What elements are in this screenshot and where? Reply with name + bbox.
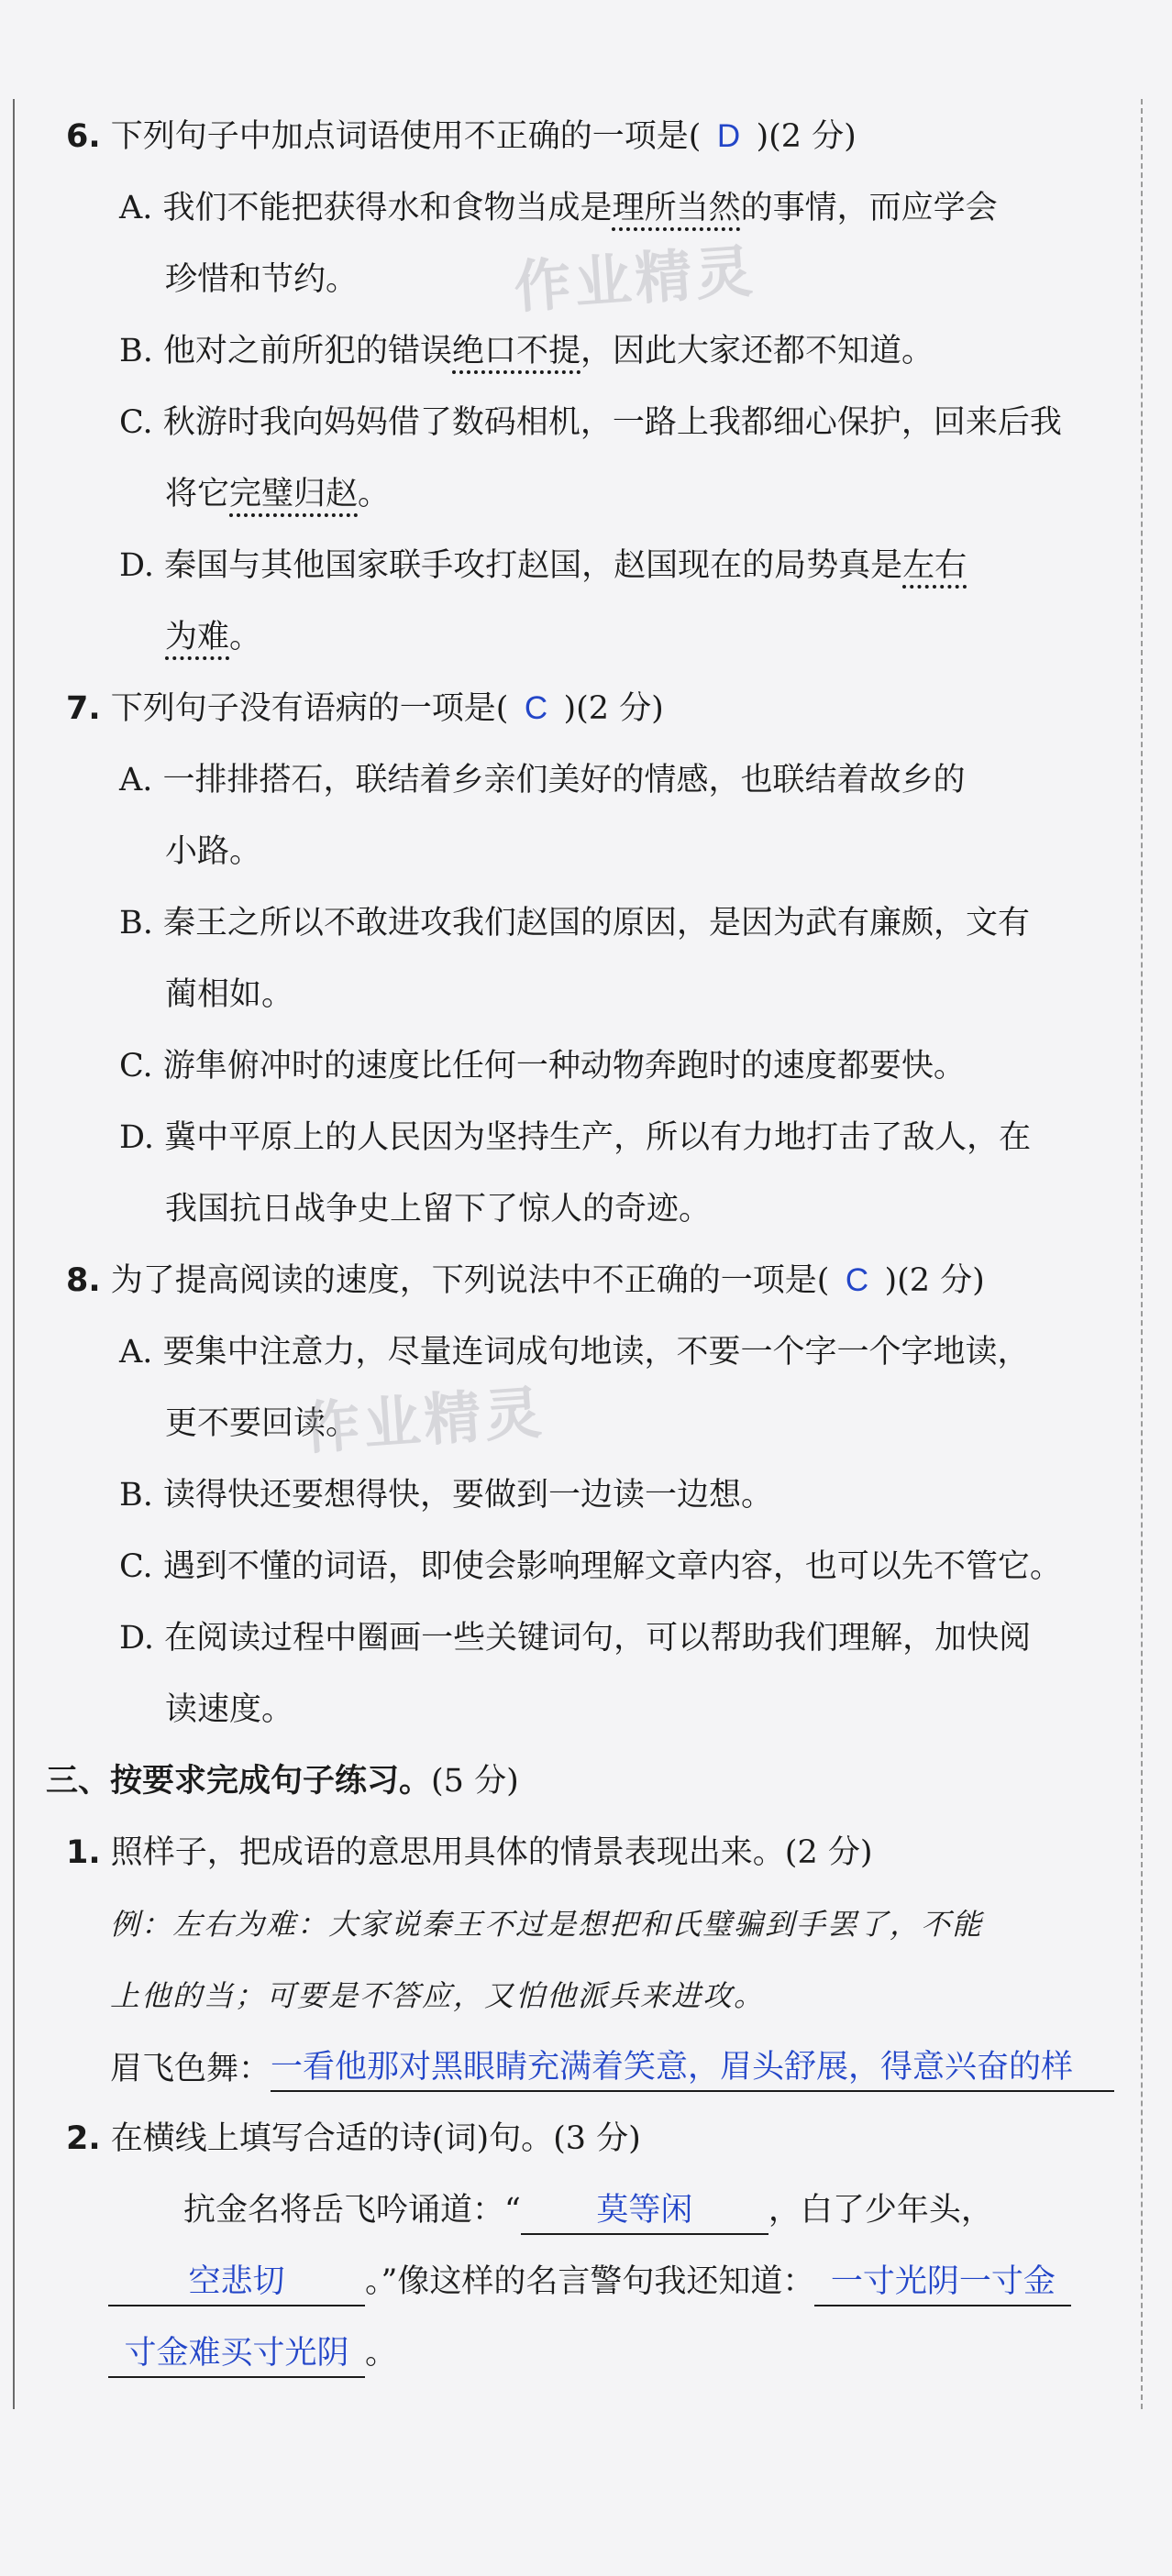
section3-score: (5 分) xyxy=(431,1763,519,1800)
s3-q1-stem xyxy=(66,1830,873,1876)
q8-c-label: C. xyxy=(119,1548,153,1585)
q6-c-text-before: 将它 xyxy=(165,476,230,512)
q7-number: 7. xyxy=(66,690,101,727)
q6-score: )(2 分) xyxy=(756,118,857,155)
q6-option-d xyxy=(119,543,967,589)
q6-c-text-after: 。 xyxy=(358,476,391,512)
q6-option-b xyxy=(119,328,934,374)
q6-option-a xyxy=(119,185,998,231)
q8-option-a xyxy=(119,1329,1030,1375)
s3-q2-blank3-part2: 寸金难买寸光阴 xyxy=(108,2330,365,2378)
left-margin-line xyxy=(13,99,15,2409)
s3-q1-answer-line xyxy=(110,2044,1114,2092)
q8-d-text: 在阅读过程中圈画一些关键词句，可以帮助我们理解，加快阅 xyxy=(164,1620,1032,1657)
s3-q1-prompt: 眉飞色舞： xyxy=(110,2051,271,2087)
q8-b-text: 读得快还要想得快，要做到一边读一边想。 xyxy=(163,1477,774,1514)
q6-d-text: 秦国与其他国家联手攻打赵国，赵国现在的局势真是 xyxy=(164,547,903,584)
q8-b-label: B. xyxy=(119,1477,153,1514)
s3-q2-stem-text: 在横线上填写合适的诗(词)句。(3 分) xyxy=(110,2120,641,2157)
q6-a-text-after: 的事情，而应学会 xyxy=(740,190,998,226)
q6-stem-text: 下列句子中加点词语使用不正确的一项是( xyxy=(110,118,702,155)
q6-a-dotted-word: 理所当然 xyxy=(612,190,741,226)
q6-option-c xyxy=(119,400,1062,446)
q8-a-text: 要集中注意力，尽量连词成句地读，不要一个字一个字地读， xyxy=(162,1334,1030,1371)
section3-title: 三、按要求完成句子练习。 xyxy=(46,1763,432,1800)
q8-option-d xyxy=(119,1615,1031,1661)
q7-b-continued: 蔺相如。 xyxy=(165,976,294,1013)
q7-option-c xyxy=(119,1043,966,1089)
s3-q1-number: 1. xyxy=(66,1834,101,1871)
q8-c-text: 遇到不懂的词语，即使会影响理解文章内容，也可以先不管它。 xyxy=(162,1548,1062,1585)
q8-number: 8. xyxy=(66,1262,101,1299)
watermark-logo: 作业精灵 xyxy=(512,237,758,322)
q6-stem xyxy=(66,114,857,160)
q6-d-text-after: 。 xyxy=(229,619,262,655)
s3-q1-answer: 一看他那对黑眼睛充满着笑意，眉头舒展，得意兴奋的样 xyxy=(271,2044,1114,2092)
q7-stem xyxy=(66,686,664,732)
q7-a-continued: 小路。 xyxy=(165,833,262,870)
s3-q2-text3: 。”像这样的名言警句我还知道： xyxy=(365,2263,815,2300)
q7-option-d xyxy=(119,1115,1031,1161)
q6-b-text: 他对之前所犯的错误 xyxy=(163,333,453,369)
q7-d-continued: 我国抗日战争史上留下了惊人的奇迹。 xyxy=(165,1191,712,1227)
q7-b-text: 秦王之所以不敢进攻我们赵国的原因，是因为武有廉颇，文有 xyxy=(163,905,1031,941)
q7-c-label: C. xyxy=(119,1048,153,1084)
q7-stem-text: 下列句子没有语病的一项是( xyxy=(110,690,509,727)
q8-answer: C xyxy=(845,1262,869,1298)
s3-q2-line3 xyxy=(108,2330,397,2378)
q6-a-label: A. xyxy=(119,190,153,226)
q8-stem-text: 为了提高阅读的速度，下列说法中不正确的一项是( xyxy=(110,1262,830,1299)
q7-option-a xyxy=(119,757,966,803)
s3-q2-text4: 。 xyxy=(365,2335,398,2372)
q8-stem xyxy=(66,1258,985,1304)
q6-c-dotted-word: 完璧归赵 xyxy=(229,476,359,512)
q7-a-label: A. xyxy=(119,762,153,798)
s3-q2-stem xyxy=(66,2116,641,2162)
q6-b-label: B. xyxy=(119,333,153,369)
q6-b-text-after: ，因此大家还都不知道。 xyxy=(580,333,934,369)
q7-c-text: 游隼俯冲时的速度比任何一种动物奔跑时的速度都要快。 xyxy=(162,1048,966,1084)
q8-a-continued: 更不要回读。 xyxy=(165,1405,359,1442)
q7-d-label: D. xyxy=(119,1119,154,1156)
q7-a-text: 一排排搭石，联结着乡亲们美好的情感，也联结着故乡的 xyxy=(162,762,966,798)
q7-b-label: B. xyxy=(119,905,153,941)
q6-b-dotted-word: 绝口不提 xyxy=(452,333,581,369)
q6-number: 6. xyxy=(66,118,101,155)
q8-score: )(2 分) xyxy=(884,1262,985,1299)
s3-q2-number: 2. xyxy=(66,2120,101,2157)
q8-d-continued: 读速度。 xyxy=(165,1691,294,1728)
q8-a-label: A. xyxy=(119,1334,153,1371)
s3-q1-stem-text: 照样子，把成语的意思用具体的情景表现出来。(2 分) xyxy=(110,1834,873,1871)
q7-option-b xyxy=(119,900,1030,946)
s3-q2-line2 xyxy=(108,2259,1071,2306)
s3-q1-example-line2: 上他的当；可要是不答应，又怕他派兵来进攻。 xyxy=(110,1978,766,2013)
s3-q2-text2: ，白了少年头， xyxy=(768,2192,993,2229)
s3-q2-blank1: 莫等闲 xyxy=(521,2187,768,2235)
q6-d-dotted-word-1: 左右 xyxy=(902,547,967,584)
s3-q2-blank3-part1: 一寸光阴一寸金 xyxy=(814,2259,1071,2306)
q6-c-label: C. xyxy=(119,404,153,441)
q6-a-text: 我们不能把获得水和食物当成是 xyxy=(162,190,613,226)
watermark-logo: 作业精灵 xyxy=(301,1378,547,1463)
q8-option-c xyxy=(119,1544,1062,1590)
q8-option-b xyxy=(119,1472,773,1518)
q8-d-label: D. xyxy=(119,1620,154,1657)
s3-q2-line1 xyxy=(183,2187,993,2235)
q6-answer: D xyxy=(716,118,741,154)
q7-answer: C xyxy=(524,690,548,726)
q6-c-text: 秋游时我向妈妈借了数码相机，一路上我都细心保护，回来后我 xyxy=(162,404,1062,441)
q6-d-continued xyxy=(165,614,261,660)
s3-q1-example-line1: 例：左右为难：大家说秦王不过是想把和氏璧骗到手罢了，不能 xyxy=(110,1907,984,1942)
s3-q2-text1: 抗金名将岳飞吟诵道：“ xyxy=(183,2192,521,2229)
q6-c-continued xyxy=(165,471,390,517)
section3-heading xyxy=(46,1758,519,1804)
right-margin-dashed-line xyxy=(1141,99,1143,2409)
q7-score: )(2 分) xyxy=(563,690,664,727)
q6-d-label: D. xyxy=(119,547,154,584)
s3-q2-blank2: 空悲切 xyxy=(108,2259,365,2306)
q7-d-text: 冀中平原上的人民因为坚持生产，所以有力地打击了敌人，在 xyxy=(164,1119,1032,1156)
q6-a-continued: 珍惜和节约。 xyxy=(165,261,359,298)
q6-d-dotted-word-2: 为难 xyxy=(165,619,230,655)
